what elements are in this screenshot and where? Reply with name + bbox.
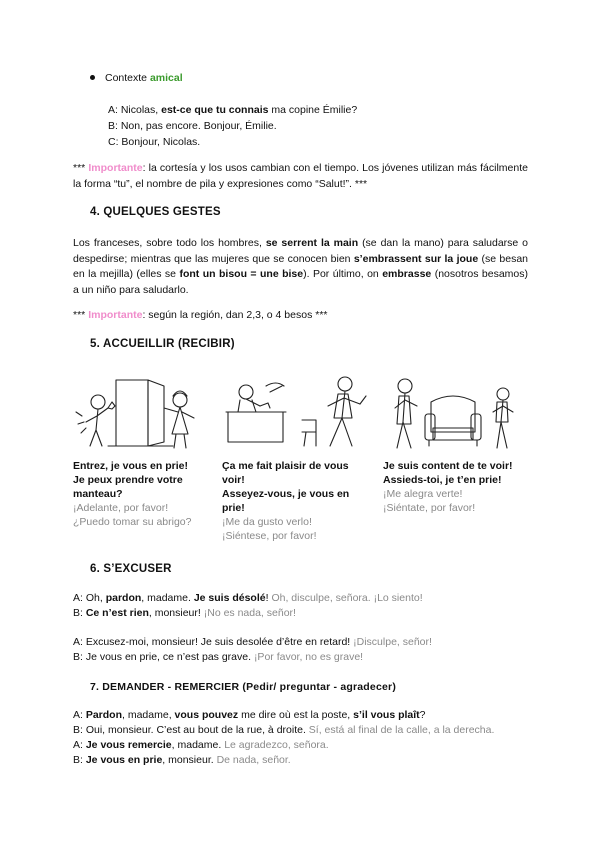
excuse-line-1: A: Oh, pardon, madame. Je suis désolé! Oh, disculpe, señora. ¡Lo siento! [73,592,423,604]
excuse-line-4: B: Je vous en prie, ce n’est pas grave. ¡Por favor, no es grave! [73,651,364,663]
bullet-icon [90,75,95,80]
ask-line-2: B: Oui, monsieur. C’est au bout de la rue, à droite. Sí, está al final de la calle, a la derecha. [73,724,495,736]
section-7-title: 7. DEMANDER - REMERCIER (Pedir/ preguntar - agradecer) [90,681,397,693]
illustration-office-desk [220,372,380,454]
dialog-line-b: B: Non, pas encore. Bonjour, Émilie. [108,120,277,132]
section-4-title: 4. QUELQUES GESTES [90,206,221,218]
section-4-paragraph: Los franceses, sobre todo los hombres, se serrent la main (se dan la mano) para saludarse o despedirse; mientras que las mujeres que se conocen bien s’embrassent sur la joue (se besan en la mejilla) (elles se font un bisou = une bise). Por último, on embrasse (nosotros besamos) a un niño para saludarlo. [73,237,529,296]
illustration-armchair [385,372,525,454]
caption-col-3: Je suis content de te voir! Assieds-toi, je t’en prie! ¡Me alegra verte! ¡Siéntate, por favor! [383,460,513,514]
illustration-welcome-door [68,372,218,454]
section-6-title: 6. S’EXCUSER [90,563,172,575]
caption-col-2: Ça me fait plaisir de vous voir! Asseyez-vous, je vous en prie! ¡Me da gusto verlo! ¡Siéntese, por favor! [222,460,350,542]
caption-col-1: Entrez, je vous en prie! Je peux prendre votre manteau? ¡Adelante, por favor! ¿Puedo tomar su abrigo? [73,460,192,528]
ask-line-4: B: Je vous en prie, monsieur. De nada, señor. [73,754,291,766]
excuse-line-3: A: Excusez-moi, monsieur! Je suis desolée d’être en retard! ¡Disculpe, señor! [73,636,432,648]
note-importante-2: *** Importante: según la región, dan 2,3, o 4 besos *** [73,309,328,321]
dialog-line-c: C: Bonjour, Nicolas. [108,136,201,148]
note-importante-1: *** Importante: la cortesía y los usos cambian con el tiempo. Los jóvenes utilizan más fácilmente la forma “tu”, el nombre de pila y expresiones como “Salut!”. *** [73,162,528,190]
ask-line-1: A: Pardon, madame, vous pouvez me dire où est la poste, s’il vous plaît? [73,709,426,721]
ask-line-3: A: Je vous remercie, madame. Le agradezco, señora. [73,739,329,751]
context-bullet: Contexte amical [90,72,183,84]
excuse-line-2: B: Ce n’est rien, monsieur! ¡No es nada, señor! [73,607,296,619]
dialog-line-a: A: Nicolas, est-ce que tu connais ma copine Émilie? [108,104,358,116]
section-5-title: 5. ACCUEILLIR (RECIBIR) [90,338,235,350]
